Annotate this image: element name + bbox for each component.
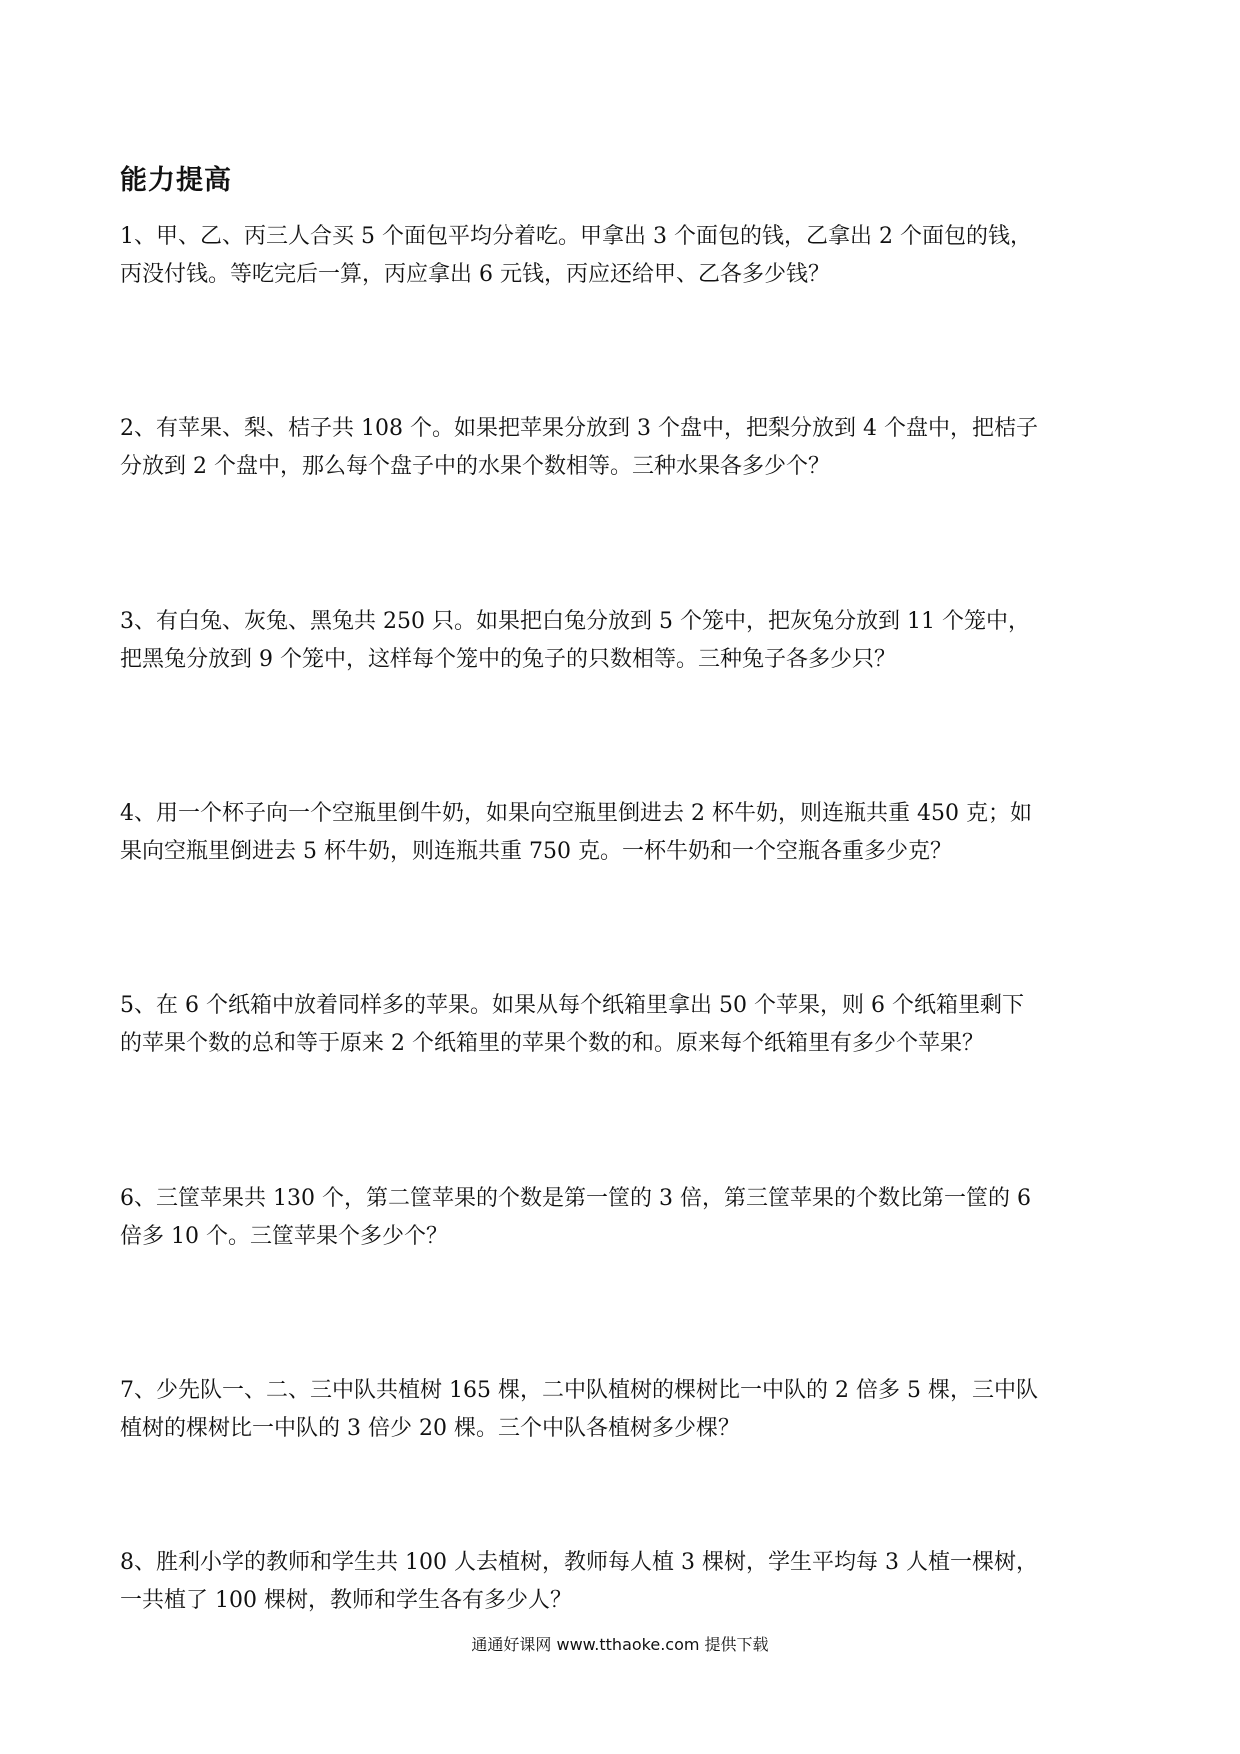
problem-8 <box>120 1544 1130 1620</box>
problem-line: 一共植了 100 棵树，教师和学生各有多少人？ <box>120 1588 572 1613</box>
problem-line: 5、在 6 个纸箱中放着同样多的苹果。如果从每个纸箱里拿出 50 个苹果，则 6 个纸箱里剩下 <box>120 993 1024 1018</box>
problem-line: 的苹果个数的总和等于原来 2 个纸箱里的苹果个数的和。原来每个纸箱里有多少个苹果？ <box>120 1031 984 1056</box>
problem-7 <box>120 1372 1130 1448</box>
problem-line: 8、胜利小学的教师和学生共 100 人去植树，教师每人植 3 棵树，学生平均每 3 人植一棵树， <box>120 1550 1038 1575</box>
problem-line: 植树的棵树比一中队的 3 倍少 20 棵。三个中队各植树多少棵？ <box>120 1416 740 1441</box>
problem-line: 把黑兔分放到 9 个笼中，这样每个笼中的兔子的只数相等。三种兔子各多少只？ <box>120 647 896 672</box>
problem-line: 2、有苹果、梨、桔子共 108 个。如果把苹果分放到 3 个盘中，把梨分放到 4 个盘中，把桔子 <box>120 416 1038 441</box>
problem-5 <box>120 987 1130 1063</box>
problem-line: 6、三筐苹果共 130 个，第二筐苹果的个数是第一筐的 3 倍，第三筐苹果的个数比第一筐的 6 <box>120 1186 1031 1211</box>
problem-2 <box>120 410 1130 486</box>
problem-3 <box>120 603 1130 679</box>
problem-1 <box>120 218 1130 294</box>
problem-line: 7、少先队一、二、三中队共植树 165 棵，二中队植树的棵树比一中队的 2 倍多 5 棵，三中队 <box>120 1378 1038 1403</box>
problem-line: 1、甲、乙、丙三人合买 5 个面包平均分着吃。甲拿出 3 个面包的钱，乙拿出 2 个面包的钱， <box>120 224 1032 249</box>
problem-4 <box>120 795 1130 871</box>
problem-line: 果向空瓶里倒进去 5 杯牛奶，则连瓶共重 750 克。一杯牛奶和一个空瓶各重多少克？ <box>120 839 952 864</box>
problem-6 <box>120 1180 1130 1256</box>
problem-line: 倍多 10 个。三筐苹果个多少个？ <box>120 1224 448 1249</box>
problem-line: 分放到 2 个盘中，那么每个盘子中的水果个数相等。三种水果各多少个？ <box>120 454 830 479</box>
problem-line: 3、有白兔、灰兔、黑兔共 250 只。如果把白兔分放到 5 个笼中，把灰兔分放到 11 个笼中， <box>120 609 1030 634</box>
footer-credit: 通通好课网 www.tthaoke.com 提供下载 <box>471 1635 769 1654</box>
problem-line: 丙没付钱。等吃完后一算，丙应拿出 6 元钱，丙应还给甲、乙各多少钱？ <box>120 262 830 287</box>
section-title: 能力提高 <box>120 165 232 196</box>
problem-line: 4、用一个杯子向一个空瓶里倒牛奶，如果向空瓶里倒进去 2 杯牛奶，则连瓶共重 450 克；如 <box>120 801 1032 826</box>
